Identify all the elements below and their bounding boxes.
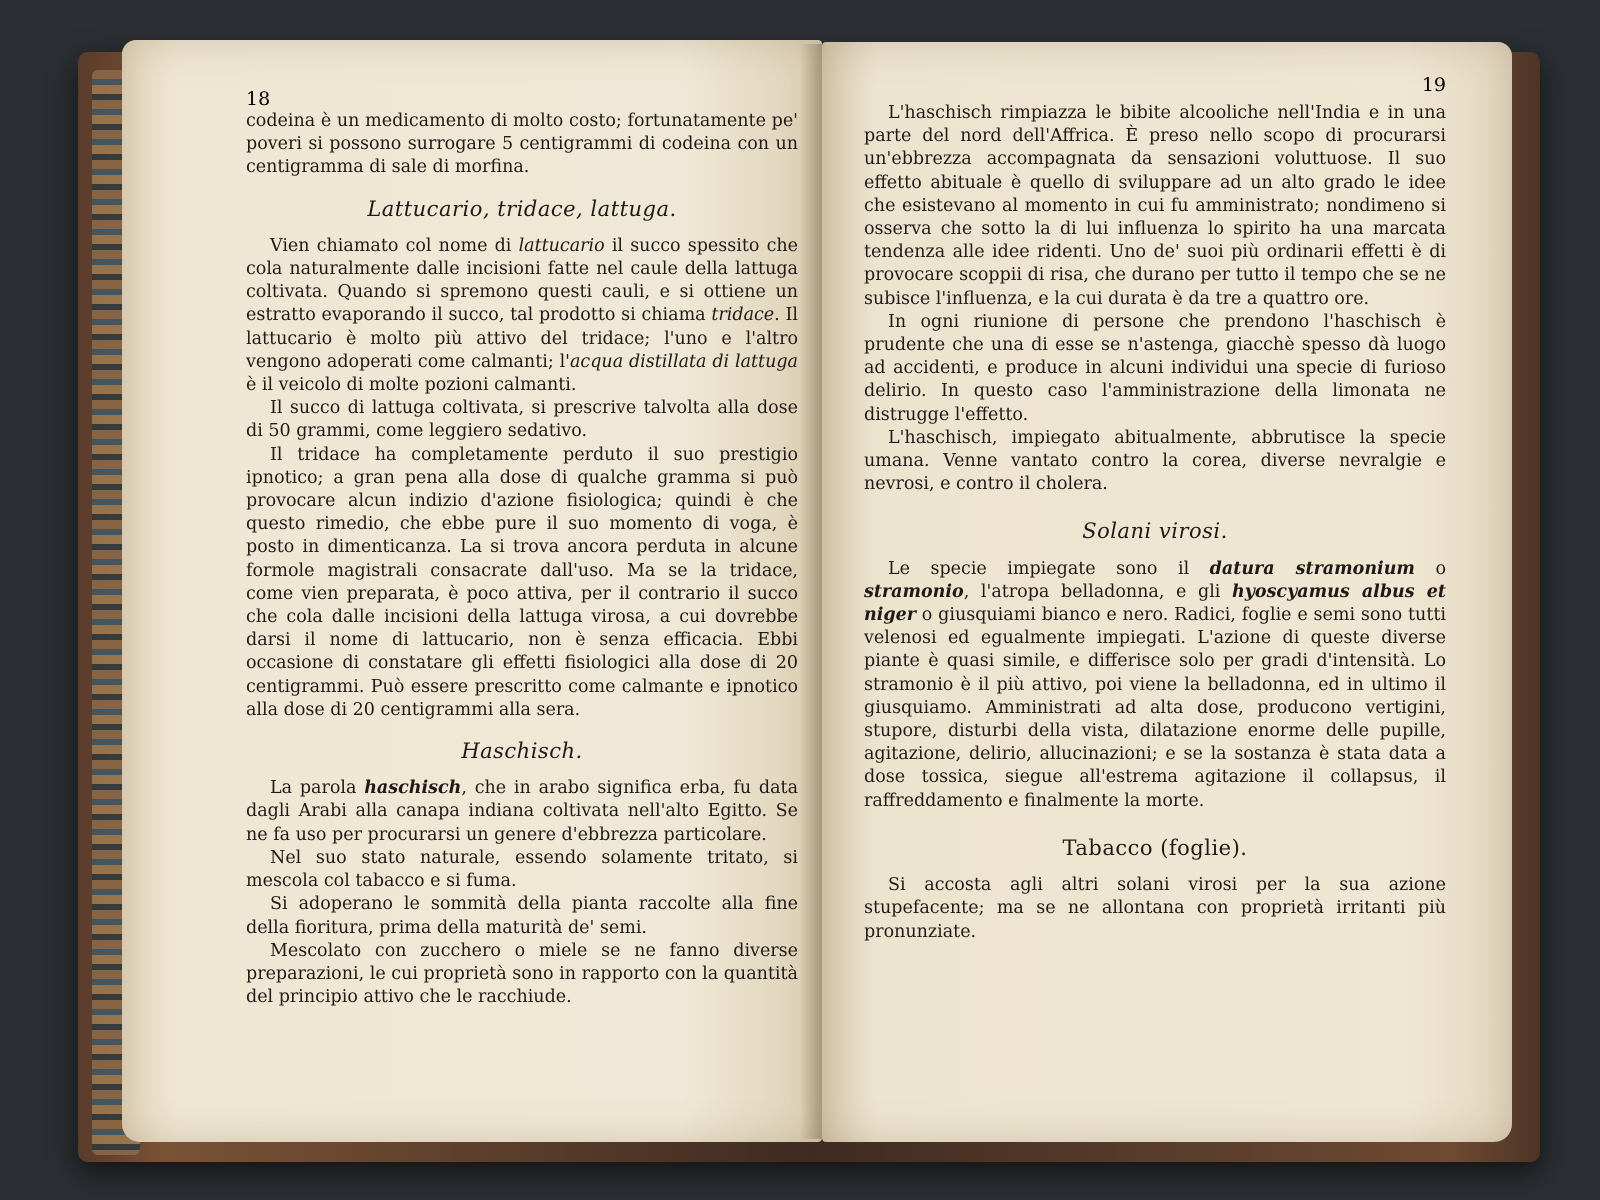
paragraph: L'haschisch rimpiazza le bibite alcooliche nell'India e in una parte del nord dell'Affrica. È preso nello scopo di procurarsi un'ebbrezza accompagnata da sensazioni voluttuose. Il suo effetto abituale è quello di sviluppare ad un alto grado le idee che esistevano al momento in cui fu amministrato; nondimeno si osserva che sotto la di lui influenza lo spirito ha una marcata tendenza alle idee ridenti. Uno de' suoi più ordinarii effetti è di provocare scoppii di risa, che durano per tutto il tempo che se ne subisce l'influenza, e la cui durata è da tre a quattro ore.: [864, 103, 1446, 309]
paragraph: Nel suo stato naturale, essendo solamente tritato, si mescola col tabacco e si fuma.: [246, 847, 798, 892]
section-heading-lattucario: Lattucario, tridace, lattuga.: [367, 196, 677, 221]
paragraph: Il tridace ha completamente perduto il suo prestigio ipnotico; a gran pena alla dose di qualche gramma si può provocare alcun indizio d'azione fisiologica; quindi è che questo rimedio, che ebbe pure il suo momento di voga, è posto in dimenticanza. La si trova ancora perduta in alcune formole magistrali consacrate dall'uso. Ma se la tridace, come vien preparata, è poco attiva, per il contrario il succo che cola dalle incisioni della lattuga virosa, a cui dovrebbe darsi il nome di lattucario, non è senza efficacia. Ebbi occasione di constatare gli effetti fisiologici alla dose di 20 centigrammi. Può essere prescritto come calmante e ipnotico alla dose di 20 centigrammi alla sera.: [246, 444, 798, 720]
italic-term: hyoscyamus albus et niger: [864, 581, 1446, 626]
text-run: è il veicolo di molte pozioni calmanti.: [246, 375, 577, 396]
paragraph: In ogni riunione di persone che prendono l'haschisch è prudente che una di esse se n'astenga, giacchè spesso dà luogo ad accidenti, e produce in alcuni individui una specie di furioso delirio. In questo caso l'amministrazione della limonata ne distrugge l'effetto.: [864, 311, 1446, 425]
section-heading-haschisch: Haschisch.: [461, 739, 583, 764]
paragraph: codeina è un medicamento di molto costo; fortunatamente pe' poveri si possono surrogare 5 centigrammi di codeina con un centigramma di sale di morfina.: [246, 111, 798, 178]
section-heading-tabacco: Tabacco (foglie).: [1062, 835, 1248, 860]
paragraph: [246, 777, 798, 847]
text-run: La parola: [270, 778, 365, 799]
paragraph: [864, 558, 1446, 813]
text-run: , l'atropa belladonna, e gli: [963, 581, 1233, 602]
text-run: , che in arabo significa erba, fu data dagli Arabi alla canapa indiana coltivata nell'alto Egitto. Se ne fa uso per procurarsi un genere d'ebbrezza particolare.: [246, 778, 798, 845]
paragraph: L'haschisch, impiegato abitualmente, abbrutisce la specie umana. Venne vantato contro la corea, diverse nevralgie e nevrosi, e contro il cholera.: [864, 427, 1446, 495]
paragraph: Mescolato con zucchero o miele se ne fanno diverse preparazioni, le cui proprietà sono in rapporto con la quantità del principio attivo che le racchiude.: [246, 940, 798, 1008]
left-page-text: [246, 110, 798, 1009]
italic-term: lattucario: [518, 235, 605, 256]
section-heading-solani: Solani virosi.: [1082, 519, 1228, 544]
page-number-right: 19: [1421, 74, 1446, 96]
italic-term: acqua distillata di lattuga: [569, 351, 798, 372]
right-page-text: [864, 102, 1446, 944]
paragraph: [246, 235, 798, 397]
italic-term: tridace: [711, 305, 775, 326]
text-run: Vien chiamato col nome di: [270, 235, 519, 256]
paragraph: Il succo di lattuga coltivata, si prescrive talvolta alla dose di 50 grammi, come leggiero sedativo.: [246, 398, 798, 442]
italic-term: stramonio: [864, 581, 964, 602]
left-page: [122, 40, 822, 1142]
italic-term: haschisch: [364, 778, 462, 799]
page-number-left: 18: [246, 88, 271, 110]
text-run: o giusquiami bianco e nero. Radici, foglie e semi sono tutti velenosi ed egualmente impiegati. L'azione di queste diverse piante è quasi simile, e differisce solo per gradi d'intensità. Lo stramonio è il più attivo, poi viene la belladonna, ed in ultimo il giusquiamo. Amministrati ad alta dose, producono vertigini, stupore, disturbi della vista, dilatazione enorme delle pupille, agitazione, delirio, allucinazioni; e se la sostanza è stata data a dose tossica, siegue all'estrema agitazione il collapsus, il raffreddamento e finalmente la morte.: [864, 605, 1446, 811]
text-run: o: [1414, 558, 1446, 579]
right-page: [822, 42, 1512, 1142]
paragraph: Si accosta agli altri solani virosi per la sua azione stupefacente; ma se ne allontana con proprietà irritanti più pronunziate.: [864, 875, 1446, 942]
text-run: . Il lattucario è molto più attivo del tridace; l'uno e l'altro vengono adoperati come calmanti; l': [246, 305, 798, 372]
paragraph: Si adoperano le sommità della pianta raccolte alla fine della fioritura, prima della maturità de' semi.: [246, 894, 798, 938]
text-run: Le specie impiegate sono il: [888, 558, 1210, 579]
italic-term: datura stramonium: [1209, 558, 1415, 579]
text-run: il succo spessito che cola naturalmente dalle incisioni fatte nel caule della lattuga coltivata. Quando si spremono questi cauli, e si ottiene un estratto evaporando il succo, tal prodotto si chiama: [246, 235, 798, 326]
